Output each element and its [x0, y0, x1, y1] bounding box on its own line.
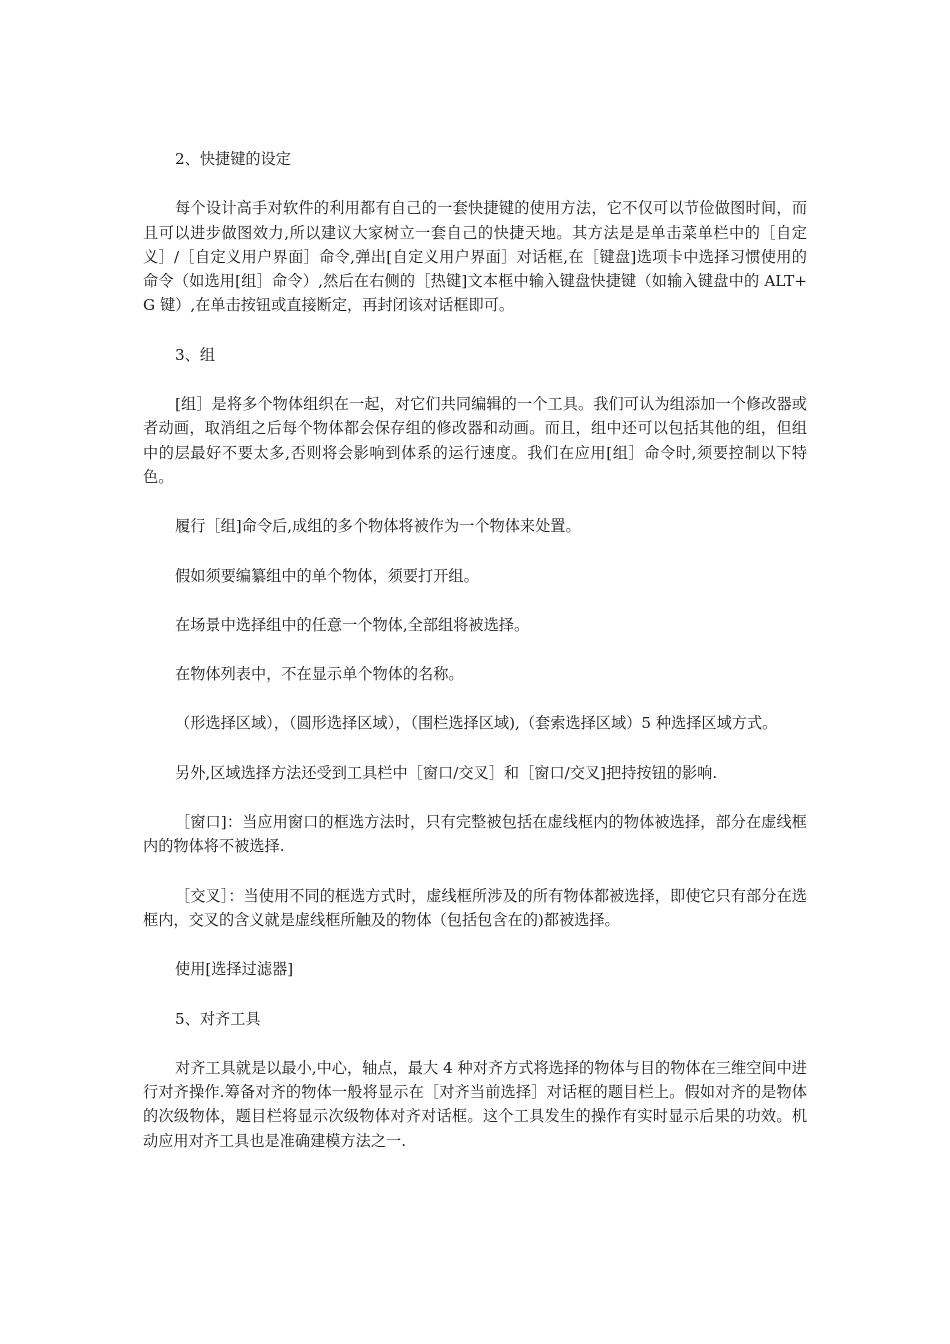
paragraph-group-feature-1: 履行［组]命令后,成组的多个物体将被作为一个物体来处置。 — [175, 517, 581, 536]
paragraph-group-body: [组］是将多个物体组织在一起，对它们共同编辑的一个工具。我们可认为组添加一个修改器或者动画，取消组之后每个物体都会保存组的修改器和动画。而且，组中还可以包括其他的组，但组中的层最好不要太多,否则将会影响到体系的运行速度。我们在应用[组］命令时,须要控制以下特色。 — [143, 395, 807, 486]
paragraph-selection-regions: （形选择区域），（圆形选择区域），（围栏选择区域),（套索选择区域）5 种选择区域方式。 — [175, 714, 778, 733]
section-heading-group: 3、组 — [175, 345, 216, 364]
section-heading-shortcuts: 2、快捷键的设定 — [175, 150, 291, 168]
paragraph-window-mode: ［窗口]：当应用窗口的框选方法时，只有完整被包括在虚线框内的物体被选择，部分在虚线框内的物体将不被选择. — [143, 813, 807, 856]
paragraph-shortcuts-body: 每个设计高手对软件的利用都有自己的一套快捷键的使用方法，它不仅可以节俭做图时间，而且可以进步做图效力,所以建议大家树立一套自己的快捷天地。其方法是是单击菜单栏中的［自定义］/［自定义用户界面］命令,弹出[自定义用户界面］对话框,在［键盘]选项卡中选择习惯使用的命令（如选用[组］命令）,然后在右侧的［热键]文本框中输入键盘快捷键（如输入键盘中的 ALT+G 键）,在单击按钮或直接断定，再封闭该对话框即可。 — [143, 199, 807, 315]
paragraph-crossing-mode: ［交叉］：当使用不同的框选方式时，虚线框所涉及的所有物体都被选择，即使它只有部分在选框内，交叉的含义就是虚线框所触及的物体（包括包含在的)都被选择。 — [143, 886, 807, 929]
paragraph-selection-filter: 使用[选择过滤器] — [175, 960, 294, 979]
paragraph-group-feature-3: 在场景中选择组中的任意一个物体,全部组将被选择。 — [175, 615, 530, 634]
document-page — [143, 147, 807, 1178]
paragraph-align-body: 对齐工具就是以最小,中心，轴点，最大 4 种对齐方式将选择的物体与目的物体在三维空间中进行对齐操作.筹备对齐的物体一般将显示在［对齐当前选择］对话框的题目栏上。假如对齐的是物体的次级物体，题目栏将显示次级物体对齐对话框。这个工具发生的操作有实时显示后果的功效。机动应用对齐工具也是准确建模方法之一. — [143, 1058, 807, 1150]
paragraph-window-crossing: 另外,区域选择方法还受到工具栏中［窗口/交叉］和［窗口/交叉]把持按钮的影响. — [175, 763, 718, 782]
paragraph-group-feature-4: 在物体列表中，不在显示单个物体的名称。 — [175, 665, 464, 684]
section-heading-align: 5、对齐工具 — [175, 1009, 261, 1028]
paragraph-group-feature-2: 假如须要编纂组中的单个物体，须要打开组。 — [175, 566, 479, 585]
